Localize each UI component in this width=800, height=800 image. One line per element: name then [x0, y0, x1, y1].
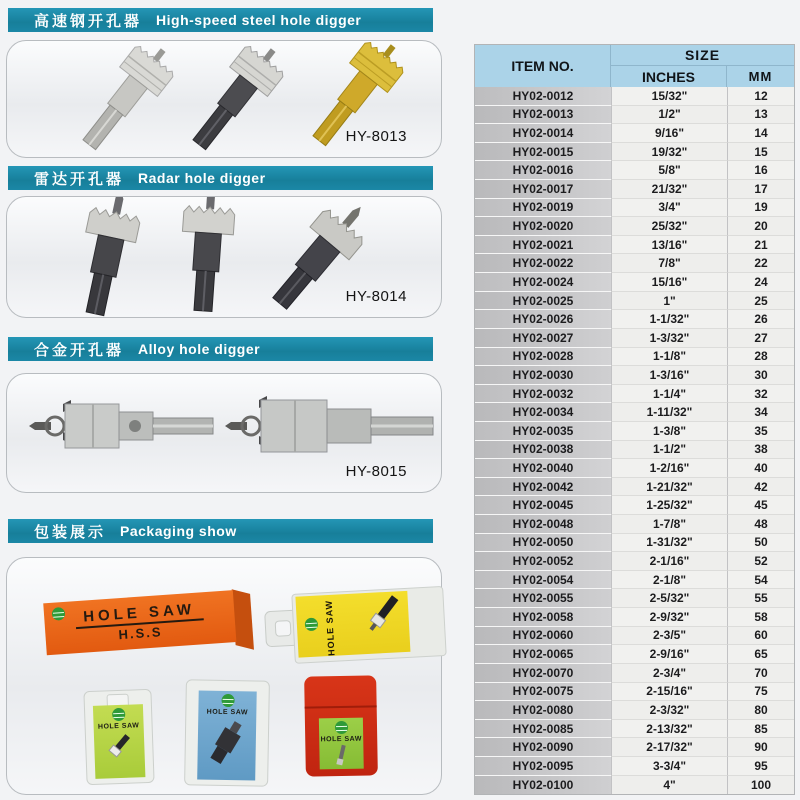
- mm-cell: 19: [727, 199, 794, 218]
- orange-retail-box: [43, 589, 257, 662]
- orange-box-subtitle: H.S.S: [118, 624, 164, 643]
- item-cell: HY02-0016: [475, 161, 611, 180]
- inches-cell: 13/16": [611, 236, 727, 255]
- item-cell: HY02-0052: [475, 552, 611, 571]
- mm-cell: 55: [727, 589, 794, 608]
- item-cell: HY02-0027: [475, 329, 611, 348]
- table-body: [475, 87, 794, 794]
- yellow-pack-label: HOLE SAW: [323, 599, 337, 657]
- mm-cell: 27: [727, 329, 794, 348]
- section-title-zh: 合金开孔器: [34, 341, 125, 359]
- table-row: [475, 683, 794, 702]
- section-title-zh: 雷达开孔器: [34, 170, 125, 188]
- inches-cell: 25/32": [611, 217, 727, 236]
- item-cell: HY02-0035: [475, 422, 611, 441]
- mm-cell: 42: [727, 478, 794, 497]
- mm-cell: 70: [727, 664, 794, 683]
- brand-globe-icon: [305, 618, 319, 632]
- table-row: [475, 217, 794, 236]
- col-header-item-no: ITEM NO.: [475, 45, 611, 87]
- table-row: [475, 534, 794, 553]
- item-cell: HY02-0026: [475, 310, 611, 329]
- mm-cell: 58: [727, 608, 794, 627]
- mm-cell: 26: [727, 310, 794, 329]
- table-row: [475, 199, 794, 218]
- red-case-label-panel: [319, 718, 364, 770]
- section-title-en: High-speed steel hole digger: [156, 12, 362, 28]
- table-row: [475, 738, 794, 757]
- item-cell: HY02-0100: [475, 776, 611, 795]
- inches-cell: 2-3/32": [611, 701, 727, 720]
- item-cell: HY02-0042: [475, 478, 611, 497]
- inches-cell: 2-9/16": [611, 645, 727, 664]
- item-cell: HY02-0032: [475, 385, 611, 404]
- mm-cell: 65: [727, 645, 794, 664]
- inches-cell: 1-3/8": [611, 422, 727, 441]
- section-title-en: Radar hole digger: [138, 170, 266, 186]
- item-cell: HY02-0019: [475, 199, 611, 218]
- blue-case-label: HOLE SAW: [206, 708, 249, 717]
- mm-cell: 12: [727, 87, 794, 106]
- table-row: [475, 496, 794, 515]
- model-label: HY-8013: [345, 128, 407, 145]
- table-row: [475, 422, 794, 441]
- drill-bit-icon: [328, 743, 354, 769]
- inches-cell: 15/32": [611, 87, 727, 106]
- mm-cell: 22: [727, 254, 794, 273]
- item-cell: HY02-0080: [475, 701, 611, 720]
- section-title-zh: 包装展示: [34, 523, 107, 541]
- inches-cell: 2-17/32": [611, 738, 727, 757]
- item-cell: HY02-0095: [475, 757, 611, 776]
- section-header-packaging: [8, 519, 433, 543]
- table-row: [475, 180, 794, 199]
- mm-cell: 13: [727, 106, 794, 125]
- inches-cell: 2-3/5": [611, 627, 727, 646]
- col-header-mm: MM: [748, 69, 773, 84]
- inches-cell: 4": [611, 776, 727, 795]
- section-title-zh: 高速钢开孔器: [34, 12, 143, 30]
- size-table: [474, 44, 795, 795]
- table-row: [475, 310, 794, 329]
- mm-cell: 30: [727, 366, 794, 385]
- item-cell: HY02-0075: [475, 683, 611, 702]
- item-cell: HY02-0058: [475, 608, 611, 627]
- table-row: [475, 608, 794, 627]
- item-cell: HY02-0054: [475, 571, 611, 590]
- mm-cell: 50: [727, 534, 794, 553]
- table-row: [475, 292, 794, 311]
- inches-cell: 1/2": [611, 106, 727, 125]
- table-row: [475, 552, 794, 571]
- section-title-en: Packaging show: [120, 523, 237, 539]
- mm-cell: 95: [727, 757, 794, 776]
- item-cell: HY02-0022: [475, 254, 611, 273]
- table-row: [475, 366, 794, 385]
- mm-cell: 25: [727, 292, 794, 311]
- inches-cell: 1-31/32": [611, 534, 727, 553]
- mm-cell: 38: [727, 441, 794, 460]
- model-label: HY-8015: [345, 463, 407, 480]
- inches-cell: 19/32": [611, 143, 727, 162]
- inches-cell: 1-2/16": [611, 459, 727, 478]
- item-cell: HY02-0090: [475, 738, 611, 757]
- section-header-radar: [8, 166, 433, 190]
- inches-cell: 1-1/32": [611, 310, 727, 329]
- red-case-label: HOLE SAW: [320, 735, 362, 744]
- hole-saw-bit-icon: [204, 716, 249, 769]
- mm-cell: 28: [727, 348, 794, 367]
- table-row: [475, 776, 794, 795]
- table-row: [475, 757, 794, 776]
- inches-cell: 1": [611, 292, 727, 311]
- col-header-size: SIZE: [611, 45, 794, 66]
- item-cell: HY02-0050: [475, 534, 611, 553]
- mm-cell: 90: [727, 738, 794, 757]
- clear-case-blue-label: [184, 679, 270, 786]
- item-cell: HY02-0040: [475, 459, 611, 478]
- item-cell: HY02-0017: [475, 180, 611, 199]
- table-row: [475, 385, 794, 404]
- mm-cell: 54: [727, 571, 794, 590]
- table-row: [475, 627, 794, 646]
- item-cell: HY02-0030: [475, 366, 611, 385]
- table-row: [475, 720, 794, 739]
- model-label: HY-8014: [345, 288, 407, 305]
- table-header: [475, 45, 794, 87]
- item-cell: HY02-0028: [475, 348, 611, 367]
- clear-case-green-label: [83, 689, 154, 785]
- table-row: [475, 589, 794, 608]
- inches-cell: 1-1/2": [611, 441, 727, 460]
- table-row: [475, 106, 794, 125]
- product-panel-hss: [6, 40, 442, 158]
- item-cell: HY02-0021: [475, 236, 611, 255]
- section-header-hss: [8, 8, 433, 32]
- mm-cell: 21: [727, 236, 794, 255]
- item-cell: HY02-0025: [475, 292, 611, 311]
- green-case-label: HOLE SAW: [97, 722, 140, 731]
- orange-box-face: [43, 590, 236, 655]
- table-row: [475, 478, 794, 497]
- brand-globe-icon: [334, 721, 347, 734]
- inches-cell: 3-3/4": [611, 757, 727, 776]
- table-row: [475, 403, 794, 422]
- mm-cell: 75: [727, 683, 794, 702]
- table-row: [475, 515, 794, 534]
- col-header-inches: INCHES: [611, 66, 727, 87]
- drill-bit-icon: [361, 593, 407, 635]
- inches-cell: 3/4": [611, 199, 727, 218]
- inches-cell: 1-11/32": [611, 403, 727, 422]
- inches-cell: 7/8": [611, 254, 727, 273]
- green-label: [93, 704, 146, 779]
- drill-bit-icon: [102, 729, 137, 764]
- table-row: [475, 329, 794, 348]
- table-row: [475, 459, 794, 478]
- item-cell: HY02-0070: [475, 664, 611, 683]
- table-row: [475, 645, 794, 664]
- inches-cell: 1-3/32": [611, 329, 727, 348]
- section-header-alloy: [8, 337, 433, 361]
- mm-cell: 14: [727, 124, 794, 143]
- brand-globe-icon: [52, 607, 66, 621]
- inches-cell: 2-3/4": [611, 664, 727, 683]
- inches-cell: 2-1/16": [611, 552, 727, 571]
- inches-cell: 21/32": [611, 180, 727, 199]
- item-cell: HY02-0038: [475, 441, 611, 460]
- mm-cell: 35: [727, 422, 794, 441]
- mm-cell: 20: [727, 217, 794, 236]
- item-cell: HY02-0048: [475, 515, 611, 534]
- table-row: [475, 124, 794, 143]
- mm-cell: 52: [727, 552, 794, 571]
- table-row: [475, 236, 794, 255]
- table-row: [475, 701, 794, 720]
- table-row: [475, 87, 794, 106]
- mm-cell: 15: [727, 143, 794, 162]
- inches-cell: 1-1/8": [611, 348, 727, 367]
- table-row: [475, 273, 794, 292]
- item-cell: HY02-0013: [475, 106, 611, 125]
- inches-cell: 1-3/16": [611, 366, 727, 385]
- table-row: [475, 571, 794, 590]
- product-panel-radar: [6, 196, 442, 318]
- table-row: [475, 254, 794, 273]
- mm-cell: 80: [727, 701, 794, 720]
- mm-cell: 24: [727, 273, 794, 292]
- red-plastic-case: [304, 675, 378, 776]
- inches-cell: 2-15/16": [611, 683, 727, 702]
- inches-cell: 9/16": [611, 124, 727, 143]
- packaging-panel: [6, 557, 442, 795]
- orange-box-title: HOLE SAW: [75, 600, 204, 629]
- product-panel-alloy: [6, 373, 442, 493]
- item-cell: HY02-0020: [475, 217, 611, 236]
- mm-cell: 40: [727, 459, 794, 478]
- item-cell: HY02-0012: [475, 87, 611, 106]
- yellow-card: [295, 591, 410, 658]
- brand-globe-icon: [221, 694, 234, 707]
- inches-cell: 5/8": [611, 161, 727, 180]
- table-row: [475, 348, 794, 367]
- mm-cell: 85: [727, 720, 794, 739]
- inches-cell: 1-25/32": [611, 496, 727, 515]
- table-row: [475, 664, 794, 683]
- inches-cell: 2-9/32": [611, 608, 727, 627]
- table-row: [475, 161, 794, 180]
- brand-globe-icon: [111, 708, 124, 721]
- inches-cell: 2-1/8": [611, 571, 727, 590]
- item-cell: HY02-0060: [475, 627, 611, 646]
- item-cell: HY02-0034: [475, 403, 611, 422]
- item-cell: HY02-0015: [475, 143, 611, 162]
- item-cell: HY02-0024: [475, 273, 611, 292]
- inches-cell: 2-13/32": [611, 720, 727, 739]
- item-cell: HY02-0065: [475, 645, 611, 664]
- item-cell: HY02-0014: [475, 124, 611, 143]
- blue-label: [197, 691, 257, 781]
- inches-cell: 2-5/32": [611, 589, 727, 608]
- mm-cell: 100: [727, 776, 794, 795]
- inches-cell: 15/16": [611, 273, 727, 292]
- yellow-blister-pack: [285, 586, 448, 664]
- mm-cell: 48: [727, 515, 794, 534]
- mm-cell: 16: [727, 161, 794, 180]
- inches-cell: 1-1/4": [611, 385, 727, 404]
- inches-cell: 1-7/8": [611, 515, 727, 534]
- mm-cell: 17: [727, 180, 794, 199]
- mm-cell: 60: [727, 627, 794, 646]
- table-row: [475, 143, 794, 162]
- section-title-en: Alloy hole digger: [138, 341, 261, 357]
- table-row: [475, 441, 794, 460]
- item-cell: HY02-0045: [475, 496, 611, 515]
- mm-cell: 34: [727, 403, 794, 422]
- mm-cell: 45: [727, 496, 794, 515]
- item-cell: HY02-0085: [475, 720, 611, 739]
- mm-cell: 32: [727, 385, 794, 404]
- inches-cell: 1-21/32": [611, 478, 727, 497]
- item-cell: HY02-0055: [475, 589, 611, 608]
